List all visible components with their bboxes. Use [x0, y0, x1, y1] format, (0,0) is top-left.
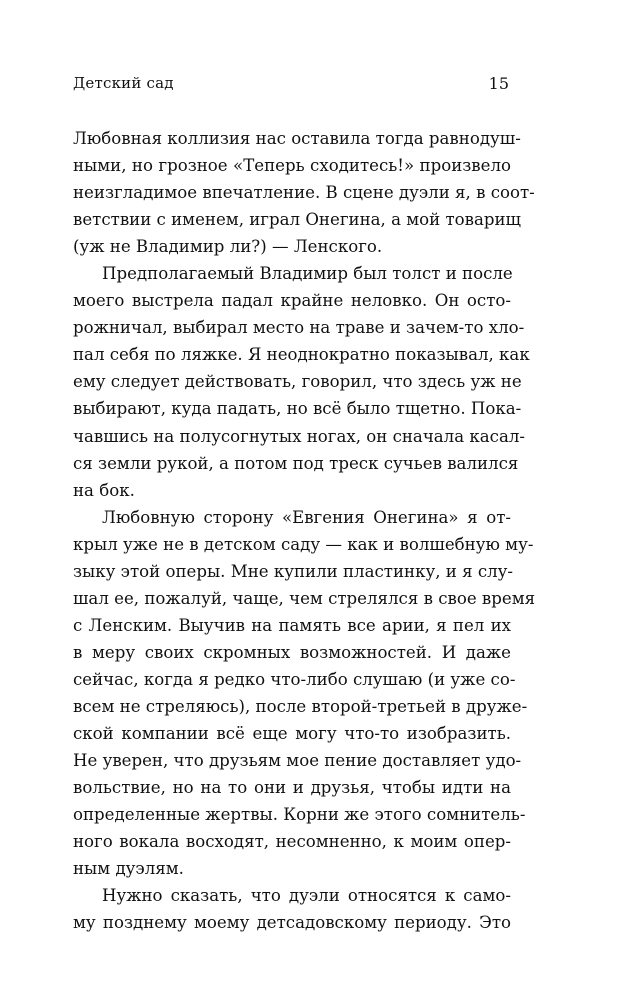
- text-line: Не уверен, что друзьям мое пение доставляет удо-: [73, 751, 522, 771]
- text-line: (уж не Владимир ли?) — Ленского.: [73, 237, 383, 257]
- text-line: неизгладимое впечатление. В сцене дуэли я, в соот-: [73, 183, 535, 203]
- text-line: ской компании всё еще могу что-то изобразить.: [73, 724, 511, 744]
- running-title: Детский сад: [73, 74, 174, 92]
- text-line: определенные жертвы. Корни же этого сомнитель-: [73, 805, 526, 825]
- text-line: пал себя по ляжке. Я неоднократно показывал, как: [73, 345, 530, 365]
- body-text: [73, 125, 536, 936]
- text-line: крыл уже не в детском саду — как и волшебную му-: [73, 534, 534, 554]
- text-line: всем не стреляюсь), после второй-третьей в друже-: [73, 696, 528, 716]
- text-line: Любовная коллизия нас оставила тогда равнодуш-: [73, 129, 521, 148]
- text-line: выбирают, куда падать, но всё было тщетно. Пока-: [73, 399, 522, 419]
- paragraph: [73, 125, 535, 260]
- text-line: ся земли рукой, а потом под треск сучьев валился: [73, 453, 519, 473]
- text-line: с Ленским. Выучив на память все арии, я пел их: [73, 615, 511, 635]
- text-line: Предполагаемый Владимир был толст и после: [102, 264, 513, 284]
- text-line: Нужно сказать, что дуэли относятся к само-: [102, 886, 511, 906]
- text-line: сейчас, когда я редко что-либо слушаю (и уже со-: [73, 669, 516, 689]
- page-number: 15: [488, 74, 509, 93]
- text-line: му позднему моему детсадовскому периоду. Это: [73, 913, 511, 933]
- text-line: ему следует действовать, говорил, что здесь уж не: [73, 372, 522, 392]
- text-line: вольствие, но на то они и друзья, чтобы идти на: [73, 778, 511, 798]
- paragraph: [73, 504, 536, 883]
- running-head: [73, 74, 509, 96]
- text-line: в меру своих скромных возможностей. И даже: [73, 642, 511, 662]
- text-line: Любовную сторону «Евгения Онегина» я от-: [102, 507, 511, 527]
- paragraph: [73, 882, 511, 936]
- text-line: ным дуэлям.: [73, 859, 184, 879]
- text-line: моего выстрела падал крайне неловко. Он осто-: [73, 291, 511, 311]
- text-line: чавшись на полусогнутых ногах, он сначала касал-: [73, 426, 525, 446]
- text-line: ными, но грозное «Теперь сходитесь!» произвело: [73, 156, 511, 176]
- paragraph: [73, 260, 530, 503]
- text-line: на бок.: [73, 480, 135, 500]
- text-line: рожничал, выбирал место на траве и зачем-то хло-: [73, 318, 525, 338]
- text-line: шал ее, пожалуй, чаще, чем стрелялся в свое время: [73, 588, 536, 608]
- text-line: ветствии с именем, играл Онегина, а мой товарищ: [73, 210, 521, 230]
- text-line: ного вокала восходят, несомненно, к моим опер-: [73, 832, 511, 852]
- text-line: зыку этой оперы. Мне купили пластинку, и я слу-: [73, 561, 514, 581]
